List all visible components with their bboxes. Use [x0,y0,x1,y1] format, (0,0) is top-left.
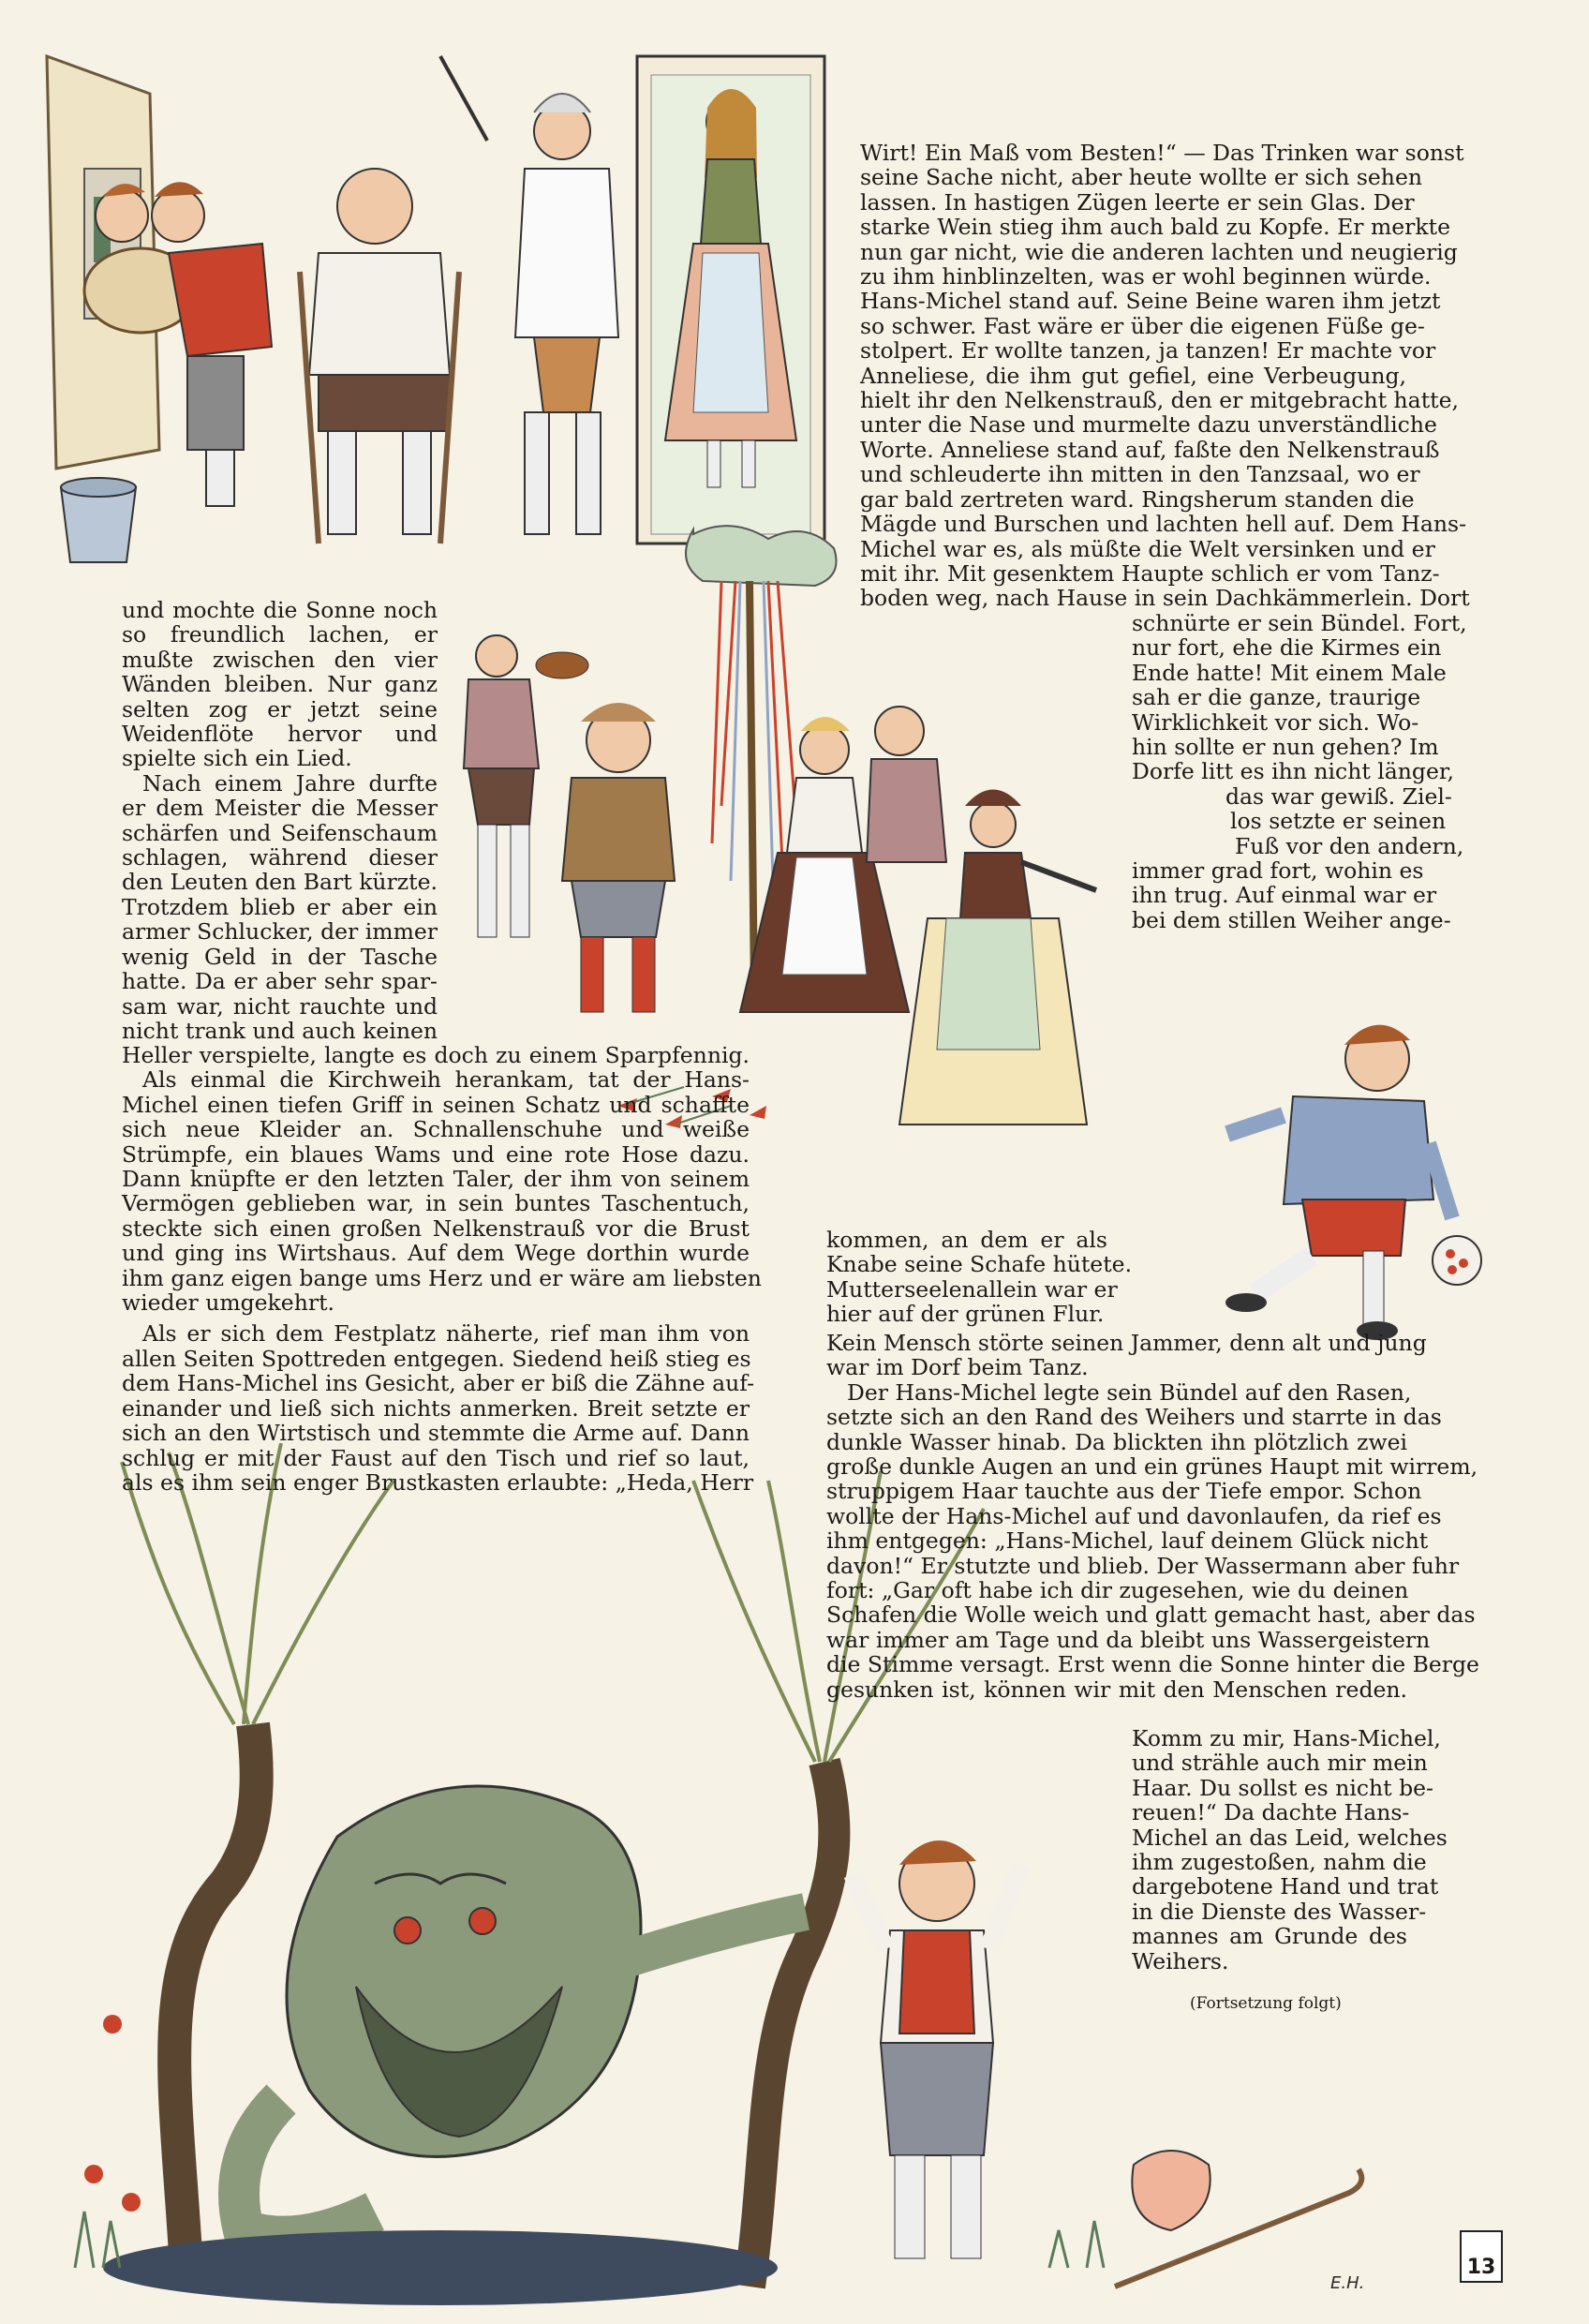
text-line: starke Wein stieg ihm auch bald zu Kopfe. Er merkte [860,214,1450,241]
text-column-left-narrow [122,598,438,1043]
continuation-note: (Fortsetzung folgt) [1190,1994,1342,2013]
text-line: in die Dienste des Wasser- [1132,1898,1427,1925]
text-line: so freundlich lachen, er [122,621,438,648]
text-line: und strähle auch mir mein [1132,1750,1428,1777]
text-line: Wänden bleiben. Nur ganz [122,671,438,698]
text-line: und mochte die Sonne noch [122,597,438,623]
text-line: gar bald zertreten ward. Ringsherum standen die [860,485,1415,513]
text-line: als es ihm sein enger Brustkasten erlaubte: „Heda, Herr [122,1468,754,1496]
text-line: bei dem stillen Weiher ange- [1132,906,1451,933]
text-line: Hans-Michel stand auf. Seine Beine waren ihm jetzt [860,288,1441,315]
text-line: so schwer. Fast wäre er über die eigenen Füße ge- [860,312,1425,339]
text-line: schnürte er sein Bündel. Fort, [1132,610,1467,636]
text-line: Der Hans-Michel legte sein Bündel auf den Rasen, [847,1378,1412,1406]
text-line: Strümpfe, ein blaues Wams und eine rote Hose dazu. [122,1140,750,1168]
text-line: mit ihr. Mit gesenktem Haupte schlich er vom Tanz- [860,559,1440,587]
text-line: Als einmal die Kirchweih herankam, tat der Hans- [142,1066,750,1094]
text-line: sich an den Wirtstisch und stemmte die Arme auf. Dann [122,1420,750,1447]
text-line: seine Sache nicht, aber heute wollte er sich sehen [860,164,1422,191]
wandering-boy-illustration [1171,1012,1499,1349]
text-line: nur fort, ehe die Kirmes ein [1132,634,1442,662]
text-line: er dem Meister die Messer [122,795,438,822]
text-line: Schafen die Wolle weich und glatt gemacht hast, aber das [826,1601,1476,1629]
text-line: hatte. Da er aber sehr spar- [122,968,438,995]
text-line: und ging ins Wirtshaus. Auf dem Wege dorthin wurde [122,1240,750,1267]
text-line: Vermögen geblieben war, in sein buntes Taschentuch, [122,1190,750,1217]
text-line: Dann knüpfte er den letzten Taler, der ihm von seinem [122,1166,750,1193]
text-line: los setzte er seinen [1230,808,1447,835]
text-line: Komm zu mir, Hans-Michel, [1132,1725,1441,1751]
text-line: hier auf der grünen Flur. [826,1301,1105,1328]
text-column-middle-narrow [826,1227,1133,1328]
text-line: sam war, nicht rauchte und [122,992,438,1020]
artist-signature: E.H. [1330,2273,1365,2293]
text-line: setzte sich an den Rand des Weihers und starrte in das [826,1404,1442,1431]
maid-in-doorway-icon [656,56,806,506]
text-line: Michel an das Leid, welches [1132,1824,1448,1851]
text-line: reuen!“ Da dachte Hans- [1132,1799,1410,1826]
text-line: sich neue Kleider an. Schnallenschuhe und weiße [122,1116,750,1143]
text-line: Fuß vor den andern, [1235,832,1464,859]
text-line: nicht trank und auch keinen [122,1017,438,1044]
text-line: schärfen und Seifenschaum [122,819,438,846]
text-line: Ende hatte! Mit einem Male [1132,659,1447,686]
text-line: große dunkle Augen an und ein grünes Haupt mit wirrem, [826,1453,1478,1481]
text-line: ihm zugestoßen, nahm die [1132,1849,1427,1876]
text-line: struppigem Haar tauchte aus der Tiefe empor. Schon [826,1478,1422,1505]
page-number: 13 [1460,2230,1503,2283]
maid-in-doorway-illustration [656,56,806,506]
text-line: sah er die ganze, traurige [1132,684,1421,711]
text-line: unter die Nase und murmelte dazu unverständliche [860,411,1437,439]
text-line: Trotzdem blieb er aber ein [122,893,438,920]
wandering-boy-icon [1171,1012,1499,1349]
text-line: steckte sich einen großen Nelkenstrauß vor die Brust [122,1214,750,1242]
text-line: dunkle Wasser hinab. Da blickten ihn plötzlich zwei [826,1428,1407,1455]
text-column-right-wide [826,1330,1479,1703]
text-column-right-narrow [1132,610,1467,933]
text-line: immer grad fort, wohin es [1132,857,1424,885]
text-line: stolpert. Er wollte tanzen, ja tanzen! Er machte vor [860,337,1436,365]
text-line: dem Hans-Michel ins Gesicht, aber er biß die Zähne auf- [122,1370,755,1397]
text-line: ihm entgegen: „Hans-Michel, lauf deinem Glück nicht [826,1527,1429,1555]
text-line: fort: „Gar oft habe ich dir zugesehen, wie du deinen [826,1577,1409,1604]
text-line: Knabe seine Schafe hütete. [826,1251,1133,1278]
text-line: boden weg, nach Hause in sein Dachkämmerlein. Dort [860,585,1470,612]
text-line: Michel einen tiefen Griff in seinen Schatz und schaffte [122,1091,750,1118]
text-line: Weidenflöte hervor und [122,721,438,748]
text-line: Worte. Anneliese stand auf, faßte den Nelkenstrauß [860,436,1440,463]
text-line: Mutterseelenallein war er [826,1275,1118,1303]
text-line: allen Seiten Spottreden entgegen. Siedend heiß stieg es [122,1345,751,1372]
text-line: mußte zwischen den vier [122,646,438,673]
text-column-top-right [860,140,1470,612]
text-line: selten zog er jetzt seine [122,695,438,723]
text-line: Michel war es, als müßte die Welt versinken und er [860,535,1435,562]
text-line: den Leuten den Bart kürzte. [122,869,438,896]
text-line: Heller verspielte, langte es doch zu einem Sparpfennig. [122,1042,750,1068]
text-line: ihm ganz eigen bange ums Herz und er wäre am liebsten [122,1264,762,1291]
text-line: hin sollte er nun gehen? Im [1132,734,1439,761]
text-line: mannes am Grunde des [1132,1923,1407,1950]
text-line: Nach einem Jahre durfte [142,769,438,797]
text-line: schlug er mit der Faust auf den Tisch und rief so laut, [122,1444,750,1471]
text-line: nun gar nicht, wie die anderen lachten und neugierig [860,238,1458,265]
text-line: Kein Mensch störte seinen Jammer, denn alt und jung [826,1330,1427,1356]
text-line: schlagen, während dieser [122,844,438,872]
text-line: wieder umgekehrt. [122,1289,334,1317]
text-line: spielte sich ein Lied. [122,745,352,772]
text-line: war im Dorf beim Tanz. [826,1354,1089,1381]
text-line: zu ihm hinblinzelten, was er wohl beginnen würde. [860,263,1432,290]
text-line: die Stimme versagt. Erst wenn die Sonne hinter die Berge [826,1651,1479,1678]
text-line: einander und ließ sich nichts anmerken. Breit setzte er [122,1394,750,1422]
text-line: und schleuderte ihn mitten in den Tanzsaal, wo er [860,461,1420,488]
text-line: Wirklichkeit vor sich. Wo- [1132,708,1419,736]
text-line: Als er sich dem Festplatz näherte, rief man ihm von [142,1320,750,1348]
text-line: gesunken ist, können wir mit den Menschen reden. [826,1676,1407,1703]
text-line: Dorfe litt es ihn nicht länger, [1132,758,1454,785]
text-column-bottom-right [1132,1725,1448,1974]
text-line: armer Schlucker, der immer [122,918,438,946]
text-line: Weihers. [1132,1947,1229,1974]
text-line: Anneliese, die ihm gut gefiel, eine Verbeugung, [860,362,1406,389]
text-line: lassen. In hastigen Zügen leerte er sein Glas. Der [860,188,1415,216]
text-line: wenig Geld in der Tasche [122,943,438,970]
text-line: ihn trug. Auf einmal war er [1132,882,1437,909]
text-line: war immer am Tage und da bleibt uns Wassergeistern [826,1626,1431,1653]
text-line: Wirt! Ein Maß vom Besten!“ — Das Trinken war sonst [860,140,1464,166]
text-line: das war gewiß. Ziel- [1225,782,1452,810]
text-line: davon!“ Er stutzte und blieb. Der Wassermann aber fuhr [826,1552,1460,1579]
text-line: wollte der Hans-Michel auf und davonlaufen, da rief es [826,1502,1442,1529]
text-line: Mägde und Burschen und lachten hell auf. Dem Hans- [860,511,1467,538]
text-column-left-wide [122,1042,762,1496]
text-line: dargebotene Hand und trat [1132,1873,1439,1900]
text-line: hielt ihr den Nelkenstrauß, den er mitgebracht hatte, [860,387,1459,414]
text-line: kommen, an dem er als [826,1227,1107,1253]
text-line: Haar. Du sollst es nicht be- [1132,1774,1433,1801]
